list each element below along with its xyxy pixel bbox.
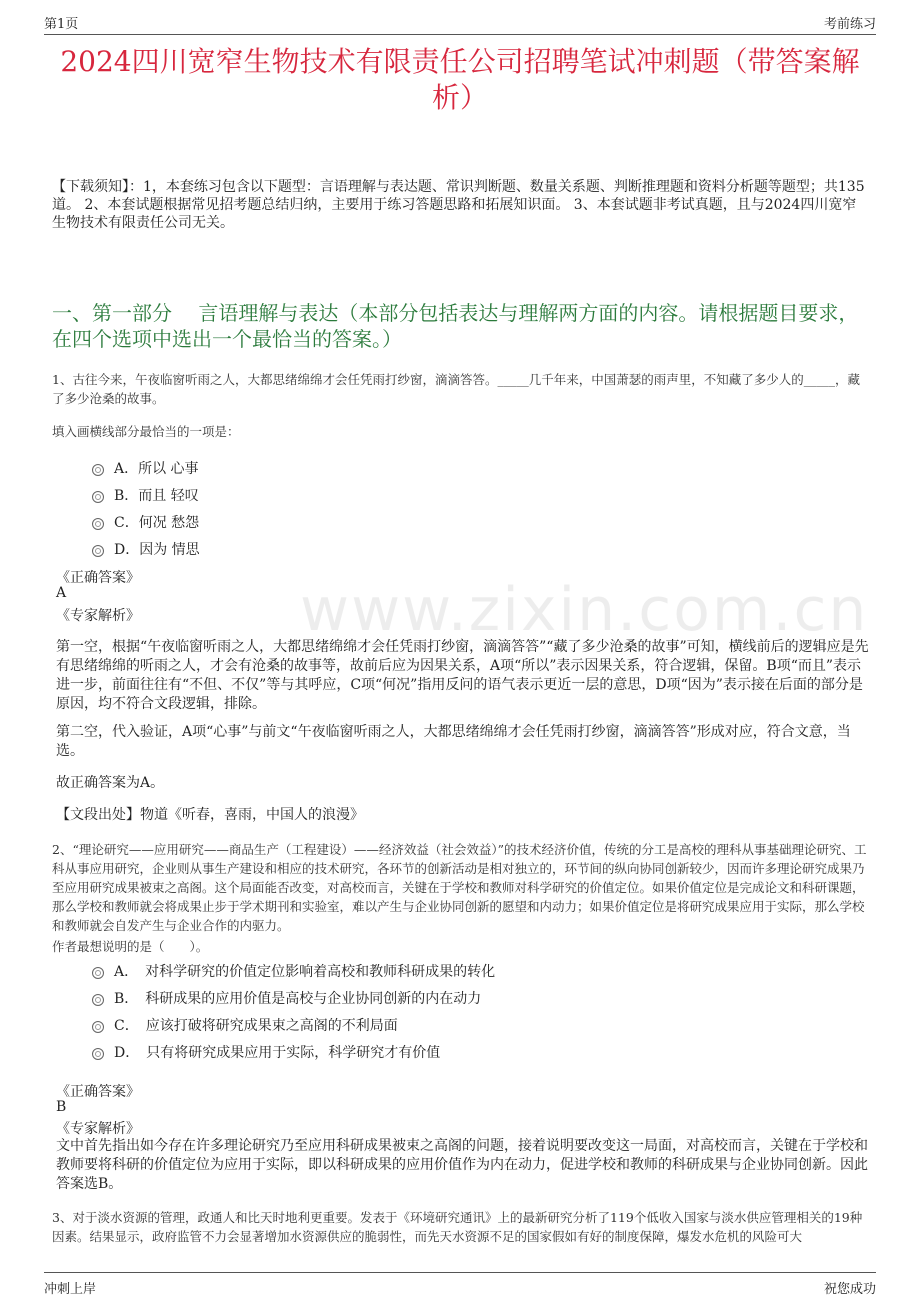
page-number: 第1页 xyxy=(44,17,79,32)
radio-icon[interactable] xyxy=(92,464,104,476)
analysis-label: 《专家解析》 xyxy=(56,608,140,624)
analysis-paragraph: 第二空，代入验证，A项“心事”与前文“午夜临窗听雨之人，大都思绪绵绵才会任凭雨打纱窗，滴滴答答”形成对应，符合文意，当选。 xyxy=(56,724,851,759)
question-1-prompt: 填入画横线部分最恰当的一项是： xyxy=(52,424,240,439)
download-notice: 【下载须知】：1，本套练习包含以下题型：言语理解与表达题、常识判断题、数量关系题、判断推理题和资料分析题等题型；共135道。 2、本套试题根据常见招考题总结归纳，主要用于练习答题思路和拓展知识面。 3、本套试题非考试真题，且与2024四川宽窄生物技术有限责任公司无关。 xyxy=(52,179,865,231)
analysis-label: 《专家解析》 xyxy=(56,1121,140,1137)
watermark: www.zixin.com.cn xyxy=(300,575,869,645)
option-c[interactable]: C． 应该打破将研究成果束之高阁的不利局面 xyxy=(92,1011,495,1038)
analysis-paragraph: 第一空，根据“午夜临窗听雨之人，大都思绪绵绵才会任凭雨打纱窗，滴滴答答”“藏了多少沧桑的故事”可知，横线前后的逻辑应是先有思绪绵绵的听雨之人，才会有沧桑的故事等，故前后应为因果关系，A项“所以”表示因果关系，符合逻辑，保留。B项“而且”表示进一步，前面往往有“不但、不仅”等与其呼应，C项“何况”指用反问的语气表示更近一层的意思，D项“因为”表示接在后面的部分是原因，均不符合文段逻辑，排除。 xyxy=(56,639,869,712)
answer-value: A xyxy=(56,585,67,601)
option-c[interactable]: C．何况 愁怨 xyxy=(92,508,200,535)
option-b[interactable]: B．而且 轻叹 xyxy=(92,481,200,508)
question-2-prompt: 作者最想说明的是（ ）。 xyxy=(52,939,209,954)
analysis-conclusion: 故正确答案为A。 xyxy=(56,775,165,791)
radio-icon[interactable] xyxy=(92,491,104,503)
answer-label: 《正确答案》 xyxy=(56,570,140,586)
radio-icon[interactable] xyxy=(92,1021,104,1033)
question-1-options xyxy=(92,454,200,562)
question-2-stem: 2、“理论研究——应用研究——商品生产（工程建设）——经济效益（社会效益）”的技术经济价值，传统的分工是高校的理科从事基础理论研究、工科从事应用研究，企业则从事生产建设和相应的技术研究，各环节的创新活动是相对独立的，环节间的纵向协同创新较少，因而许多理论研究成果乃至应用研究成果被束之高阁。这个局面能否改变，对高校而言，关键在于学校和教师对科学研究的价值定位。如果价值定位是完成论文和科研课题，那么学校和教师就会将成果止步于学术期刊和实验室，难以产生与企业协同创新的愿望和内动力；如果价值定位是将研究成果应用于实际，那么学校和教师就会自发产生与企业合作的内驱力。 xyxy=(52,842,867,933)
option-d[interactable]: D．因为 情思 xyxy=(92,535,200,562)
section-heading: 一、第一部分 言语理解与表达（本部分包括表达与理解两方面的内容。请根据题目要求，在四个选项中选出一个最恰当的答案。） xyxy=(52,301,859,351)
document-title: 2024四川宽窄生物技术有限责任公司招聘笔试冲刺题（带答案解析） xyxy=(60,45,860,114)
question-2-options xyxy=(92,957,495,1065)
header-tag: 考前练习 xyxy=(823,17,876,32)
option-b[interactable]: B． 科研成果的应用价值是高校与企业协同创新的内在动力 xyxy=(92,984,495,1011)
question-1-stem: 1、古往今来，午夜临窗听雨之人，大都思绪绵绵才会任凭雨打纱窗，滴滴答答。_____几千年来，中国萧瑟的雨声里，不知藏了多少人的_____，藏了多少沧桑的故事。 xyxy=(52,372,860,406)
answer-label: 《正确答案》 xyxy=(56,1084,140,1100)
radio-icon[interactable] xyxy=(92,967,104,979)
footer-right: 祝您成功 xyxy=(823,1282,876,1297)
radio-icon[interactable] xyxy=(92,994,104,1006)
option-d[interactable]: D． 只有将研究成果应用于实际，科学研究才有价值 xyxy=(92,1038,495,1065)
page-header xyxy=(44,10,876,35)
page-footer xyxy=(44,1272,876,1297)
question-3-stem: 3、对于淡水资源的管理，政通人和比天时地利更重要。发表于《环境研究通讯》上的最新研究分析了119个低收入国家与淡水供应管理相关的19种因素。结果显示，政府监管不力会显著增加水资源供应的脆弱性，而先天水资源不足的国家假如有好的制度保障，爆发水危机的风险可大 xyxy=(52,1210,863,1244)
footer-left: 冲刺上岸 xyxy=(44,1282,97,1297)
source-citation: 【文段出处】物道《听春，喜雨，中国人的浪漫》 xyxy=(56,807,364,823)
option-a[interactable]: A． 对科学研究的价值定位影响着高校和教师科研成果的转化 xyxy=(92,957,495,984)
radio-icon[interactable] xyxy=(92,1048,104,1060)
analysis-paragraph: 文中首先指出如今存在许多理论研究乃至应用科研成果被束之高阁的问题，接着说明要改变这一局面，对高校而言，关键在于学校和教师要将科研的价值定位为应用于实际，即以科研成果的应用价值作为内在动力，促进学校和教师的科研成果与企业协同创新。因此答案选B。 xyxy=(56,1138,868,1192)
answer-value: B xyxy=(56,1099,67,1115)
option-a[interactable]: A．所以 心事 xyxy=(92,454,200,481)
radio-icon[interactable] xyxy=(92,545,104,557)
radio-icon[interactable] xyxy=(92,518,104,530)
